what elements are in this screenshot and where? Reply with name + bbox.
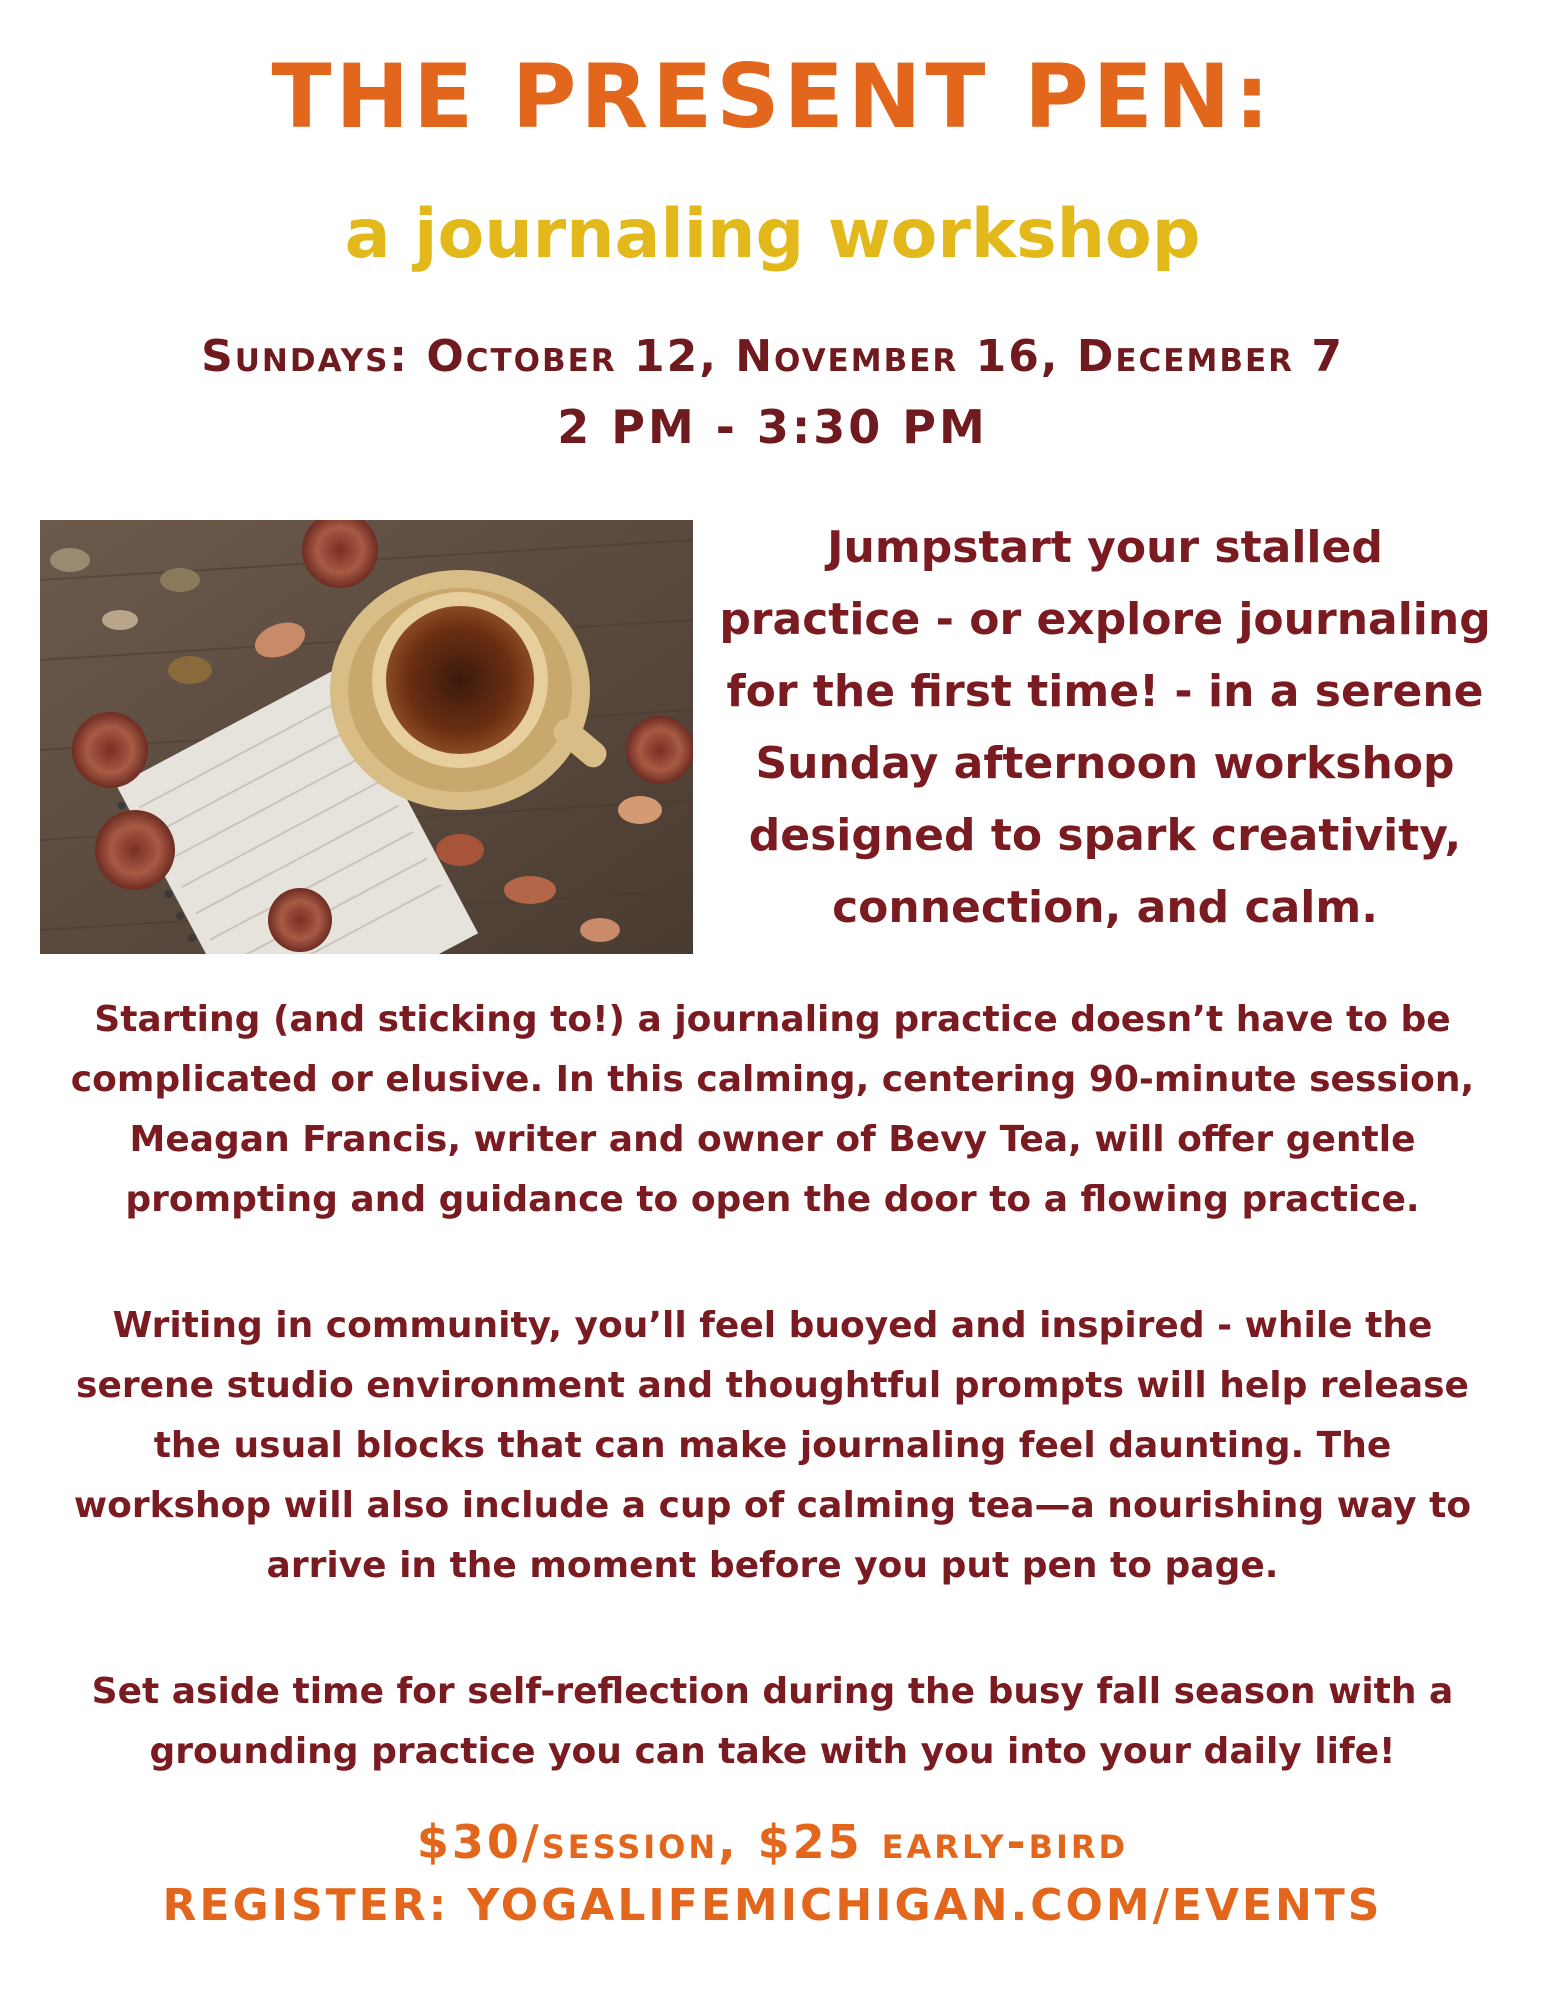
event-times: 2 PM - 3:30 PM (557, 400, 988, 454)
paragraph-line: the usual blocks that can make journaling feel daunting. The (153, 1425, 1392, 1466)
paragraph-line: Starting (and sticking to!) a journaling practice doesn’t have to be (94, 999, 1451, 1040)
intro-line: designed to spark creativity, (748, 810, 1462, 861)
tea-journal-roses-photo (40, 520, 693, 954)
intro-line: practice - or explore journaling (719, 594, 1491, 645)
description-paragraph-2 (20, 1296, 1525, 1596)
paragraph-line: Meagan Francis, writer and owner of Bevy Tea, will offer gentle (129, 1119, 1416, 1160)
intro-line: Jumpstart your stalled (827, 522, 1383, 573)
intro-line: Sunday afternoon workshop (755, 738, 1455, 789)
paragraph-line: arrive in the moment before you put pen to page. (266, 1545, 1279, 1586)
intro-line: for the first time! - in a serene (726, 666, 1484, 717)
paragraph-line: grounding practice you can take with you into your daily life! (149, 1731, 1396, 1772)
page-title: THE PRESENT PEN: (271, 45, 1274, 148)
price-info: $30/session, $25 early-bird (416, 1815, 1129, 1869)
paragraph-line: serene studio environment and thoughtful prompts will help release (76, 1365, 1469, 1406)
register-link[interactable]: REGISTER: YOGALIFEMICHIGAN.COM/EVENTS (162, 1880, 1383, 1931)
intro-line: connection, and calm. (832, 882, 1378, 933)
event-dates: Sundays: October 12, November 16, December 7 (201, 331, 1344, 382)
paragraph-line: Set aside time for self-reflection during the busy fall season with a (91, 1671, 1454, 1712)
page-subtitle: a journaling workshop (344, 195, 1201, 274)
paragraph-line: workshop will also include a cup of calming tea—a nourishing way to (73, 1485, 1472, 1526)
intro-paragraph (700, 512, 1510, 944)
paragraph-line: Writing in community, you’ll feel buoyed and inspired - while the (112, 1305, 1433, 1346)
paragraph-line: complicated or elusive. In this calming, centering 90-minute session, (70, 1059, 1475, 1100)
description-paragraph-1 (20, 990, 1525, 1230)
description-paragraph-3 (20, 1662, 1525, 1782)
paragraph-line: prompting and guidance to open the door to a flowing practice. (125, 1179, 1420, 1220)
